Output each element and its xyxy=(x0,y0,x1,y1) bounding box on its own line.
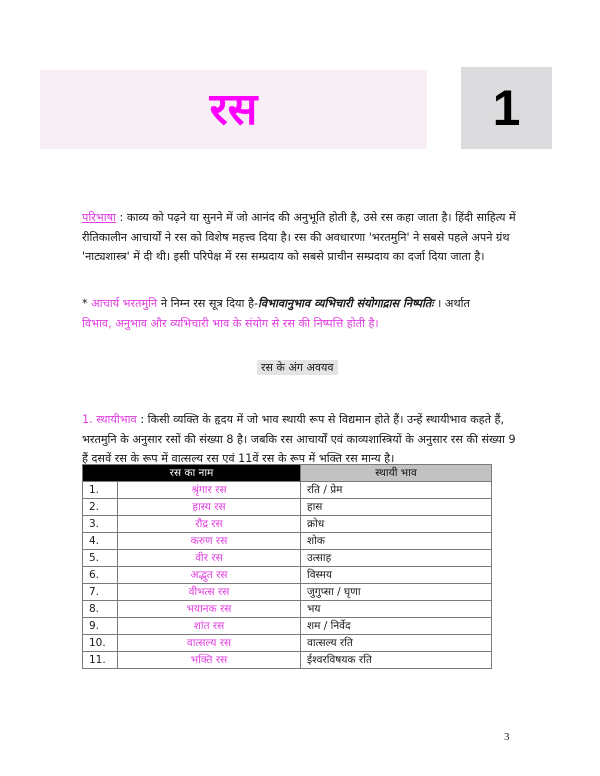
table-row xyxy=(83,550,492,567)
sthayibhav-label: 1. स्थायीभाव xyxy=(82,413,137,426)
sthayi-bhav: ईश्वरविषयक रति xyxy=(301,652,492,669)
row-number: 8. xyxy=(83,601,118,618)
sthayi-bhav: क्रोध xyxy=(301,516,492,533)
row-number: 6. xyxy=(83,567,118,584)
sutra-text: विभावानुभाव व्यभिचारी संयोगाद्रास निष्पतिः xyxy=(257,297,434,310)
table-row xyxy=(83,516,492,533)
rasa-name: वात्सल्य रस xyxy=(118,635,301,652)
chapter-number-box xyxy=(461,67,552,149)
header-sthayi-bhav: स्थायी भाव xyxy=(301,465,492,482)
table-row xyxy=(83,533,492,550)
row-number: 2. xyxy=(83,499,118,516)
table-row xyxy=(83,499,492,516)
sutra-bullet: * xyxy=(82,297,92,310)
sthayi-bhav: भय xyxy=(301,601,492,618)
sthayibhav-paragraph xyxy=(82,410,522,469)
table-row xyxy=(83,635,492,652)
table-row xyxy=(83,601,492,618)
sutra-meaning: विभाव, अनुभाव और व्यभिचारी भाव के संयोग से रस की निष्पत्ति होती है। xyxy=(82,316,379,330)
sthayi-bhav: विस्मय xyxy=(301,567,492,584)
row-number: 9. xyxy=(83,618,118,635)
sutra-after: । अर्थात xyxy=(433,297,470,310)
definition-text: : काव्य को पढ़ने या सुनने में जो आनंद की अनुभूति होती है, उसे रस कहा जाता है। हिंदी साहित्य में रीतिकालीन आचार्यों ने रस को विशेष महत्त्व दिया है। रस की अवधारणा 'भरतमुनि' ने सबसे पहले अपने ग्रंथ 'नाट्यशास्त्र' में दी थी। इसी परिपेक्ष में रस सम्प्रदाय को सबसे प्राचीन सम्प्रदाय का दर्जा दिया जाता है। xyxy=(82,211,516,263)
page-title: रस xyxy=(209,83,258,135)
rasa-name: शांत रस xyxy=(118,618,301,635)
rasa-name: अद्भुत रस xyxy=(118,567,301,584)
table-row xyxy=(83,652,492,669)
rasa-name: भयानक रस xyxy=(118,601,301,618)
sthayi-bhav: उत्साह xyxy=(301,550,492,567)
rasa-name: वीर रस xyxy=(118,550,301,567)
section-heading: रस के अंग अवयव xyxy=(257,360,338,375)
row-number: 11. xyxy=(83,652,118,669)
row-number: 4. xyxy=(83,533,118,550)
page-number: 3 xyxy=(504,731,510,743)
chapter-number: 1 xyxy=(492,80,521,136)
table-row xyxy=(83,482,492,499)
sthayi-bhav: रति / प्रेम xyxy=(301,482,492,499)
table-row xyxy=(83,567,492,584)
rasa-name: भक्ति रस xyxy=(118,652,301,669)
sthayi-bhav: शोक xyxy=(301,533,492,550)
row-number: 1. xyxy=(83,482,118,499)
rasa-name: रौद्र रस xyxy=(118,516,301,533)
sthayi-bhav: हास xyxy=(301,499,492,516)
acharya-name: आचार्य भरतमुनि xyxy=(91,297,158,310)
sutra-paragraph xyxy=(82,294,522,333)
rasa-name: श्रृंगार रस xyxy=(118,482,301,499)
rasa-name: हास्य रस xyxy=(118,499,301,516)
row-number: 7. xyxy=(83,584,118,601)
sthayi-bhav: वात्सल्य रति xyxy=(301,635,492,652)
definition-label: परिभाषा xyxy=(82,211,116,224)
row-number: 3. xyxy=(83,516,118,533)
row-number: 10. xyxy=(83,635,118,652)
sthayibhav-text: : किसी व्यक्ति के हृदय में जो भाव स्थायी रूप से विद्यमान होते हैं। उन्हें स्थायीभाव कहते हैं, भरतमुनि के अनुसार रसों की संख्या 8 है। जबकि रस आचार्यों एवं काव्यशास्त्रियों के अनुसार रस की संख्या 9 हैं दसवें रस के रूप में वात्सल्य रस एवं 11वें रस के रूप में भक्ति रस मान्य है। xyxy=(82,413,516,465)
row-number: 5. xyxy=(83,550,118,567)
table-header-row xyxy=(83,465,492,482)
title-banner xyxy=(40,70,427,149)
definition-paragraph xyxy=(82,208,522,267)
sutra-intro: ने निम्न रस सूत्र दिया है- xyxy=(157,297,258,310)
sthayi-bhav: शम / निर्वेद xyxy=(301,618,492,635)
table-row xyxy=(83,618,492,635)
rasa-table xyxy=(82,464,492,669)
header-rasa-name: रस का नाम xyxy=(83,465,301,482)
sthayi-bhav: जुगुप्सा / घृणा xyxy=(301,584,492,601)
rasa-name: वीभत्स रस xyxy=(118,584,301,601)
table-row xyxy=(83,584,492,601)
rasa-name: करुण रस xyxy=(118,533,301,550)
